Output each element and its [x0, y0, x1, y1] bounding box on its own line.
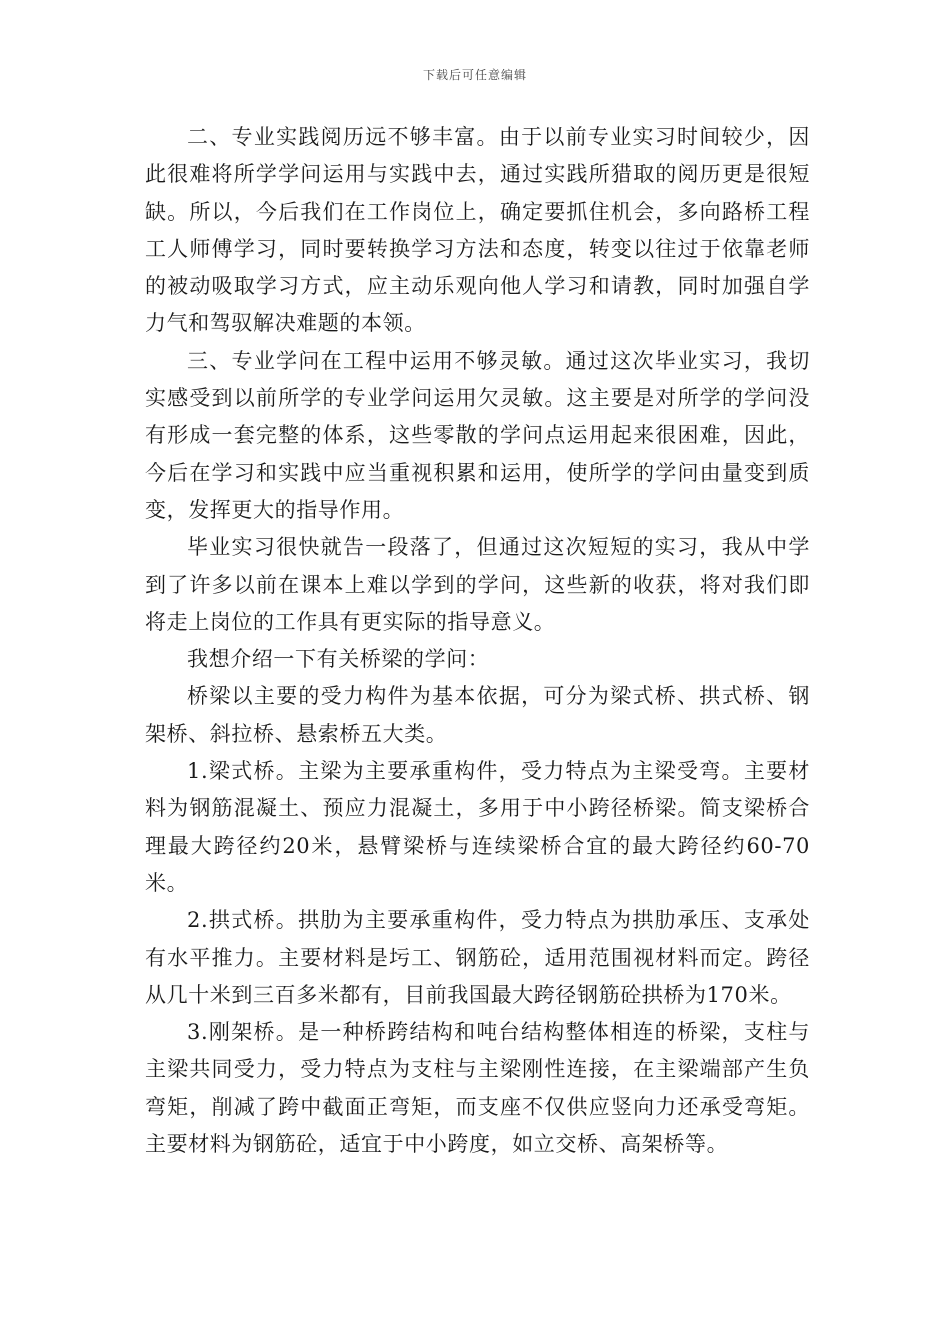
paragraph-practice-experience: 二、专业实践阅历远不够丰富。由于以前专业实习时间较少，因此很难将所学学问运用与实践中去，通过实践所猎取的阅历更是很短缺。所以，今后我们在工作岗位上，确定要抓住机会，多向路桥工程工人师傅学习，同时要转换学习方法和态度，转变以往过于依靠老师的被动吸取学习方式，应主动乐观向他人学习和请教，同时加强自学力气和驾驭解决难题的本领。	[145, 125, 810, 336]
paragraph-bridge-categories: 桥梁以主要的受力构件为基本依据，可分为梁式桥、拱式桥、钢架桥、斜拉桥、悬索桥五大类。	[145, 684, 810, 746]
header-note: 下载后可任意编辑	[422, 68, 527, 82]
paragraph-bridge-intro: 我想介绍一下有关桥梁的学问：	[187, 647, 490, 672]
document-body	[145, 119, 810, 1163]
paragraph-knowledge-application: 三、专业学问在工程中运用不够灵敏。通过这次毕业实习，我切实感受到以前所学的专业学问运用欠灵敏。这主要是对所学的学问没有形成一套完整的体系，这些零散的学问点运用起来很困难，因此，今后在学习和实践中应当重视积累和运用，使所学的学问由量变到质变，发挥更大的指导作用。	[145, 348, 810, 522]
paragraph-internship-summary: 毕业实习很快就告一段落了，但通过这次短短的实习，我从中学到了许多以前在课本上难以学到的学问，这些新的收获，将对我们即将走上岗位的工作具有更实际的指导意义。	[145, 535, 810, 634]
paragraph-arch-bridge: 2.拱式桥。拱肋为主要承重构件，受力特点为拱肋承压、支承处有水平推力。主要材料是圬工、钢筋砼，适用范围视材料而定。跨径从几十米到三百多米都有，目前我国最大跨径钢筋砼拱桥为170米。	[145, 908, 810, 1007]
paragraph-rigid-frame-bridge: 3.刚架桥。是一种桥跨结构和吨台结构整体相连的桥梁，支柱与主梁共同受力，受力特点为支柱与主梁刚性连接，在主梁端部产生负弯矩，削减了跨中截面正弯矩，而支座不仅供应竖向力还承受弯矩。主要材料为钢筋砼，适宜于中小跨度，如立交桥、高架桥等。	[145, 1020, 810, 1157]
paragraph-beam-bridge: 1.梁式桥。主梁为主要承重构件，受力特点为主梁受弯。主要材料为钢筋混凝土、预应力混凝土，多用于中小跨径桥梁。简支梁桥合理最大跨径约20米，悬臂梁桥与连续梁桥合宜的最大跨径约60-70米。	[145, 759, 810, 895]
